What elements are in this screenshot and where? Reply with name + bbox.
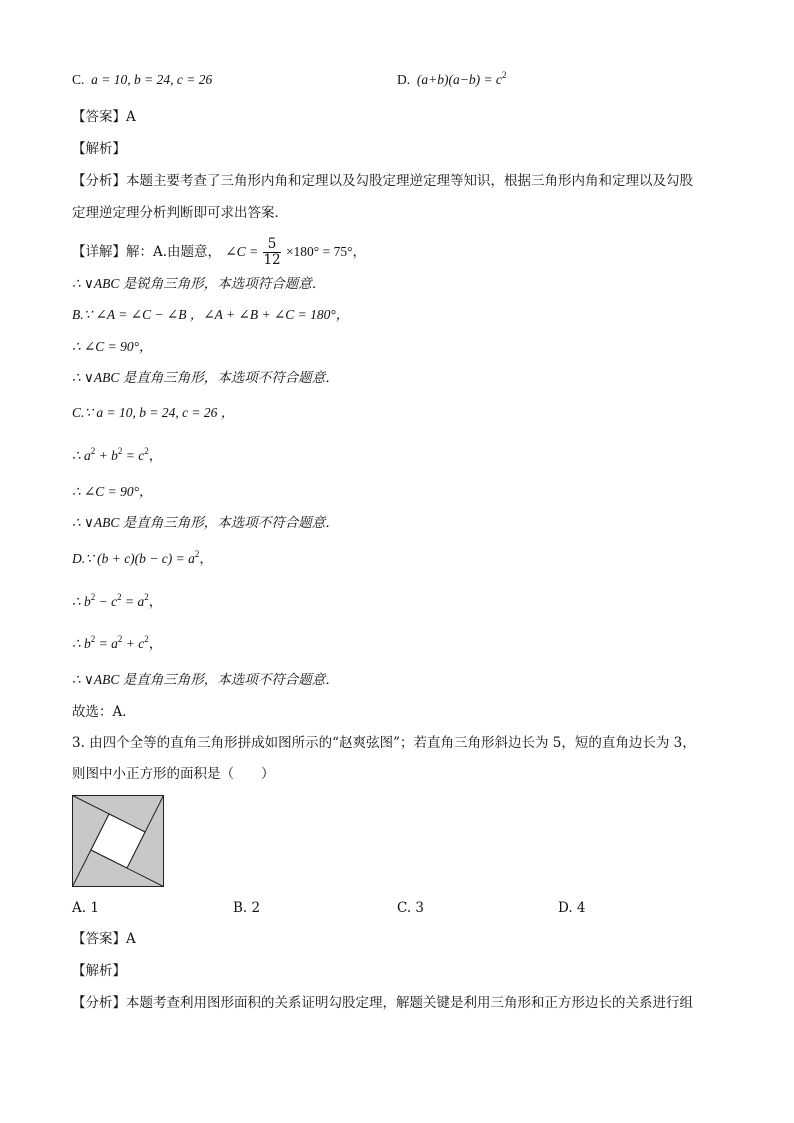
option-d: D. $(a+b)(a-b) = c^2$: [397, 70, 507, 87]
q3-answer: 【答案】A: [72, 931, 136, 947]
q2-detail-c4: ∴ ∨ABC 是直角三角形，本选项不符合题意．: [72, 515, 339, 530]
q3-option-a: A. 1: [72, 900, 99, 916]
option-c: C. a = 10, b = 24, c = 26: [72, 72, 213, 87]
q3-option-d: D. 4: [558, 900, 586, 916]
q3-fenxi-line1: 【分析】本题考查利用图形面积的关系证明勾股定理，解题关键是利用三角形和正方形边长的关系进行组: [72, 995, 693, 1011]
q2-fenxi-line1: 【分析】本题主要考查了三角形内角和定理以及勾股定理逆定理等知识，根据三角形内角和定理以及勾股: [72, 173, 693, 189]
q2-detail-b2: ∴ ∠C = 90°，: [72, 339, 153, 354]
zhao-shuang-diagram: [72, 795, 164, 887]
q3-stem-line1: 3. 由四个全等的直角三角形拼成如图所示的“赵爽弦图”；若直角三角形斜边长为 5，短的直角边长为 3，: [72, 735, 696, 751]
q3-stem-line2: 则图中小正方形的面积是（ ）: [72, 766, 275, 782]
q2-detail-d3: ∴ $b^2 = a^2 + c^2$，: [72, 634, 163, 651]
q2-analysis-heading: 【解析】: [72, 141, 126, 157]
q2-detail-d1: D.∵ $(b + c)(b - c) = a^2$，: [72, 549, 213, 566]
q2-detail-a1: 【详解】解：A.由题意， ∠C = $\frac{5}{12}$ ×180° = 75°，: [72, 236, 366, 268]
q2-detail-a2: ∴ ∨ABC 是锐角三角形，本选项符合题意．: [72, 276, 326, 291]
q2-detail-c3: ∴ ∠C = 90°，: [72, 484, 153, 499]
q3-analysis-heading: 【解析】: [72, 963, 126, 979]
q2-choice: 故选：A．: [72, 704, 136, 720]
q2-detail-b3: ∴ ∨ABC 是直角三角形，本选项不符合题意．: [72, 370, 339, 385]
q2-detail-c1: C.∵ a = 10, b = 24, c = 26 ，: [72, 405, 235, 420]
q2-detail-d4: ∴ ∨ABC 是直角三角形，本选项不符合题意．: [72, 672, 339, 687]
q2-detail-c2: ∴ $a^2 + b^2 = c^2$，: [72, 446, 163, 463]
q2-detail-d2: ∴ $b^2 - c^2 = a^2$，: [72, 592, 163, 609]
q3-option-c: C. 3: [397, 900, 425, 916]
fraction-5-12: $\frac{5}{12}$: [263, 236, 281, 268]
q2-fenxi-line2: 定理逆定理分析判断即可求出答案．: [72, 205, 288, 221]
q3-option-b: B. 2: [233, 900, 261, 916]
q2-answer: 【答案】A: [72, 109, 136, 125]
q2-detail-b1: B.∵ ∠A = ∠C − ∠B ，∠A + ∠B + ∠C = 180°，: [72, 307, 350, 322]
